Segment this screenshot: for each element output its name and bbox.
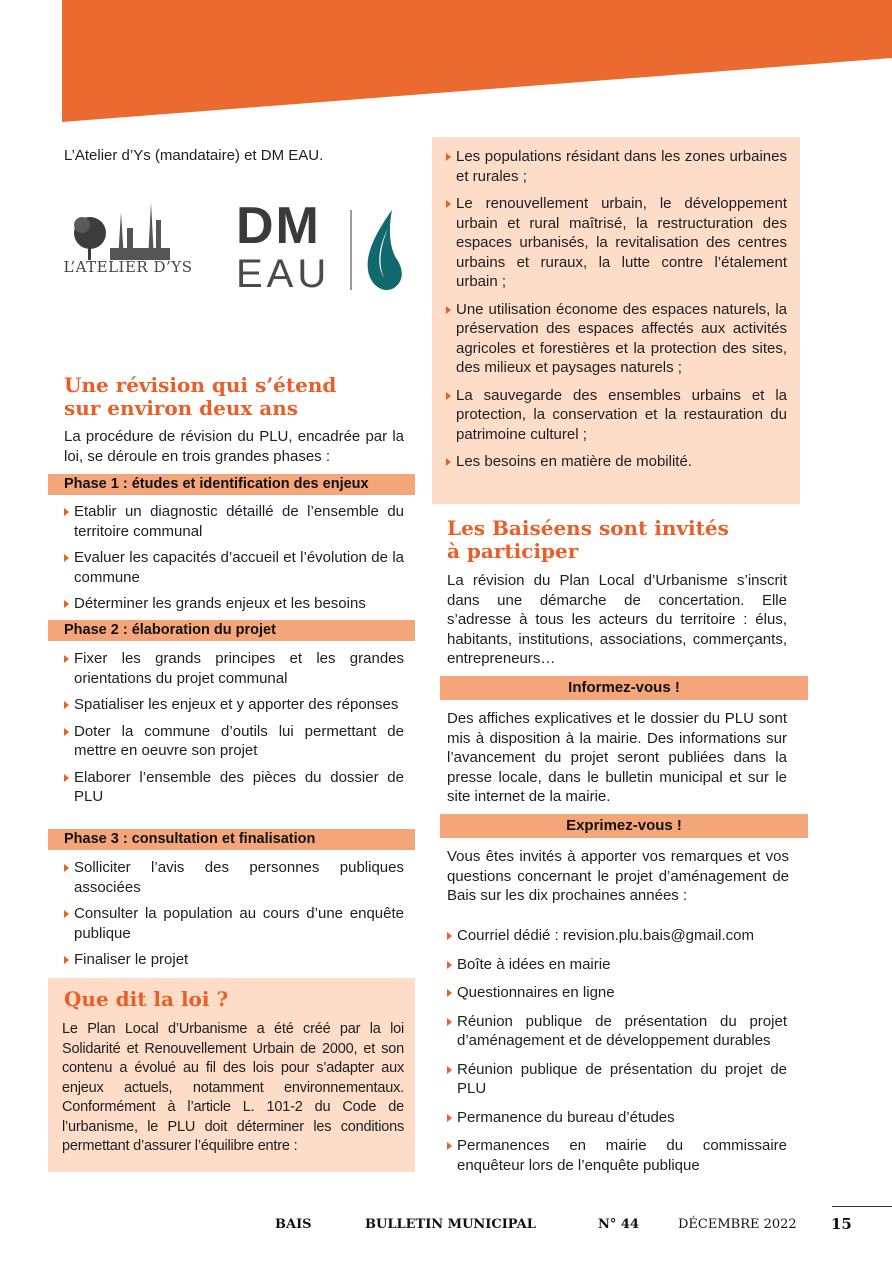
footer-town: BAIS (275, 1217, 312, 1232)
revision-heading (64, 374, 424, 420)
exprimez-text: Vous êtes invités à apporter vos remarques et vos questions concernant le projet d’aménagement de Bais sur les dix prochaines années : (447, 848, 789, 904)
list-item: Les populations résidant dans les zones urbaines et rurales ; (446, 147, 787, 186)
list-item: Solliciter l’avis des personnes publiques associées (64, 858, 404, 897)
list-item: Spatialiser les enjeux et y apporter des réponses (64, 695, 404, 715)
footer-issue: N° 44 (598, 1217, 639, 1232)
dm-eau-logo (236, 197, 336, 300)
dm-wordmark: DM (236, 197, 321, 255)
equilibre-list (446, 147, 787, 472)
list-item: Réunion publique de présentation du projet d’aménagement et de développement durables (447, 1012, 787, 1051)
informez-text: Des affiches explicatives et le dossier du PLU sont mis à disposition à la mairie. Des informations sur l’avancement du projet seront publiées dans la presse locale, dans le bulletin municipal et sur le site internet de la mairie. (447, 710, 787, 805)
atelier-ys-emblem-icon (48, 198, 208, 294)
exprimez-list (447, 926, 787, 1175)
footer-bulletin: BULLETIN MUNICIPAL (365, 1217, 536, 1232)
participer-text: La révision du Plan Local d’Urbanisme s’inscrit dans une démarche de concertation. Elle s’adresse à tous les acteurs du territoire : élus, habitants, institutions, associations, commerçants, entrepreneurs… (447, 572, 787, 667)
list-item: Consulter la population au cours d’une enquête publique (64, 904, 404, 943)
atelier-ys-logo (48, 198, 208, 294)
phase-1-bar: Phase 1 : études et identification des enjeux (48, 474, 415, 495)
list-item: Elaborer l’ensemble des pièces du dossier de PLU (64, 768, 404, 807)
eau-wordmark: EAU (236, 252, 331, 296)
footer-rule (832, 1206, 892, 1207)
top-banner (0, 0, 892, 125)
phase-3-bar: Phase 3 : consultation et finalisation (48, 829, 415, 850)
atelier-ys-wordmark: L’ATELIER D’YS (63, 258, 193, 276)
phase-2-list (64, 649, 404, 807)
exprimez-bar: Exprimez-vous ! (440, 814, 808, 838)
list-item: La sauvegarde des ensembles urbains et la protection, la conservation et la restauration du patrimoine culturel ; (446, 386, 787, 445)
water-drop-icon (362, 208, 410, 294)
informez-bar: Informez-vous ! (440, 676, 808, 700)
intro-text: L’Atelier d’Ys (mandataire) et DM EAU. (64, 147, 324, 164)
loi-box (48, 978, 415, 1172)
phase-2-bar: Phase 2 : élaboration du projet (48, 620, 415, 641)
list-item: Les besoins en matière de mobilité. (446, 452, 787, 472)
page-number: 15 (831, 1215, 852, 1233)
logo-divider (350, 210, 352, 290)
equilibre-box (432, 137, 800, 504)
list-item: Boîte à idées en mairie (447, 955, 787, 975)
list-item: Etablir un diagnostic détaillé de l’ensemble du territoire communal (64, 502, 404, 541)
footer-date: DÉCEMBRE 2022 (678, 1217, 797, 1232)
participer-title-line-2: à participer (447, 539, 579, 563)
participer-heading (447, 517, 807, 563)
revision-title-line-2: sur environ deux ans (64, 396, 299, 420)
list-item: Evaluer les capacités d’accueil et l’évolution de la commune (64, 548, 404, 587)
participer-title-line-1: Les Baiséens sont invités (447, 516, 729, 540)
phase-1-list (64, 502, 404, 614)
list-item: Finaliser le projet (64, 950, 404, 970)
list-item: Doter la commune d’outils lui permettant de mettre en oeuvre son projet (64, 722, 404, 761)
list-item: Réunion publique de présentation du projet de PLU (447, 1060, 787, 1099)
list-item: Courriel dédié : revision.plu.bais@gmail.com (447, 926, 787, 946)
loi-text: Le Plan Local d’Urbanisme a été créé par la loi Solidarité et Renouvellement Urbain de 2000, et son contenu a évolué au fil des lois pour s’adapter aux enjeux actuels, notamment environnementaux. Conformément à l’article L. 101-2 du Code de l’urbanisme, le PLU doit déterminer les conditions permettant d’assurer l’équilibre entre : (62, 1021, 404, 1154)
list-item: Le renouvellement urbain, le développement urbain et rural maîtrisé, la restructuration des espaces urbanisés, la revitalisation des centres urbains et ruraux, la lutte contre l’étalement urbain ; (446, 194, 787, 292)
phase-3-list (64, 858, 404, 970)
list-item: Permanence du bureau d’études (447, 1108, 787, 1128)
revision-title-line-1: Une révision qui s’étend (64, 373, 337, 397)
loi-title: Que dit la loi ? (64, 987, 229, 1011)
list-item: Fixer les grands principes et les grandes orientations du projet communal (64, 649, 404, 688)
list-item: Une utilisation économe des espaces naturels, la préservation des espaces affectés aux activités agricoles et forestières et la protection des sites, des milieux et paysages naturels ; (446, 300, 787, 378)
list-item: Déterminer les grands enjeux et les besoins (64, 594, 404, 614)
revision-intro-text: La procédure de révision du PLU, encadrée par la loi, se déroule en trois grandes phases : (64, 428, 404, 465)
list-item: Permanences en mairie du commissaire enquêteur lors de l’enquête publique (447, 1136, 787, 1175)
list-item: Questionnaires en ligne (447, 983, 787, 1003)
